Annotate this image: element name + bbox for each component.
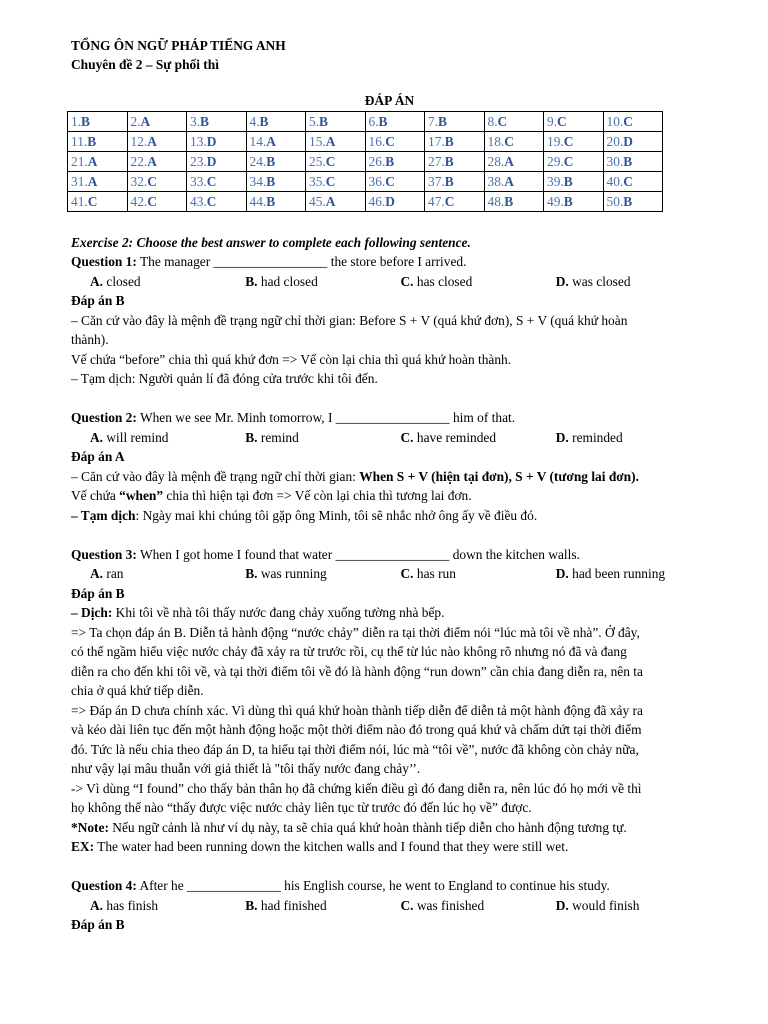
answer-number: 12. [130,134,148,149]
answer-row [68,152,663,172]
explanation-line: -> Vì dùng “I found” cho thấy bản thân họ đã chứng kiến điều gì đó đang diễn ra, nên lúc đó họ mới về thì [71,780,642,796]
answer-letter: C [325,174,336,189]
answer-letter: B [444,154,454,169]
answer-letter: B [266,154,276,169]
answer-number: 39. [547,174,564,189]
option-d[interactable]: D. would finish [555,897,640,913]
option-c[interactable]: C. has closed [400,273,473,289]
answer-letter: B [81,114,90,129]
question-3 [71,545,711,565]
answer-cell [68,172,128,192]
answer-label: Đáp án B [71,293,125,308]
answer-number: 7. [428,114,439,129]
answer-cell [187,112,247,132]
answer-cell [187,192,247,212]
answer-number: 23. [190,154,207,169]
answer-key-table [67,111,663,212]
explanation-line: => Đáp án D chưa chính xác. Vì dùng thì quá khứ hoàn thành tiếp diễn để diễn tả một hành động đã xảy ra [71,702,643,718]
answer-cell [603,112,663,132]
answer-letter: A [147,154,157,169]
answer-cell [246,132,306,152]
answer-number: 46. [368,194,386,209]
explanation-line: – Căn cứ vào đây là mệnh đề trạng ngữ chỉ thời gian: When S + V (hiện tại đơn), S + V (tương lai đơn). [71,468,639,484]
answer-cell [127,152,187,172]
answer-letter: C [623,174,633,189]
answer-cell [484,192,544,212]
answer-cell [127,132,187,152]
explanation-line: diễn ra cho đến khi tôi về, và tại thời điểm tôi về đó là hành động “run down” cần chia đang diễn ra, nên ta [71,663,643,679]
answer-number: 3. [190,114,201,129]
answer-letter: A [504,174,514,189]
answer-number: 19. [547,134,564,149]
answer-number: 32. [130,174,148,189]
answer-number: 22. [130,154,148,169]
answer-letter: C [563,154,574,169]
answer-number: 28. [487,154,505,169]
answer-cell [425,172,485,192]
question-label: Question 1: [71,254,137,269]
answer-row [68,132,663,152]
option-d[interactable]: D. had been running [555,566,666,581]
option-a[interactable]: A. ran [90,566,124,581]
answer-cell [127,172,187,192]
answer-letter: A [87,154,98,169]
answer-number: 37. [428,174,445,189]
answer-number: 1. [71,114,82,129]
answer-letter: B [259,114,269,129]
answer-number: 48. [487,194,505,209]
explanation-line: Vế chứa “when” chia thì hiện tại đơn => Vế còn lại chia thì tương lai đơn. [71,488,472,503]
explanation-line: – Căn cứ vào đây là mệnh đề trạng ngữ chỉ thời gian: Before S + V (quá khứ đơn), S + V (quá khứ hoàn [71,312,628,328]
answer-cell [544,112,604,132]
answer-cell [603,152,663,172]
answer-cell [306,132,366,152]
answer-cell [484,132,544,152]
answer-cell [246,112,306,132]
option-b[interactable]: B. had closed [245,273,318,289]
answer-row [68,112,663,132]
answer-letter: C [147,174,157,189]
answer-number: 33. [190,174,207,189]
answer-cell [68,152,128,172]
question-4-options [71,896,711,916]
answer-number: 42. [130,194,148,209]
answer-number: 9. [547,114,558,129]
answer-cell [187,172,247,192]
document-title: TỔNG ÔN NGỮ PHÁP TIẾNG ANH [71,38,286,53]
explanation-line: có thể ngầm hiểu việc nước chảy đã xảy ra từ trước rồi, cụ thể từ lúc nào không rõ nhưng nó đã và đang [71,644,627,659]
explanation-line: như vậy lại mâu thuẫn với giả thiết là "tôi thấy nước đang chảy’’. [71,761,421,776]
answer-letter: B [444,174,454,189]
answer-cell [544,172,604,192]
option-d[interactable]: D. was closed [555,273,631,289]
answer-letter: C [497,114,508,129]
answer-number: 14. [249,134,267,149]
answer-cell [603,192,663,212]
question-label: Question 3: [71,546,137,562]
option-d[interactable]: D. reminded [555,429,623,445]
answer-letter: B [385,154,395,169]
answer-label: Đáp án B [71,917,125,932]
question-2-options [71,428,711,448]
answer-letter: B [266,174,276,189]
answer-letter: C [87,194,98,209]
question-1-options [71,272,711,292]
answer-number: 20. [606,134,624,149]
explanation-line: Vế chứa “before” chia thì quá khứ đơn => Vế còn lại chia thì quá khứ hoàn thành. [71,351,512,367]
answer-number: 34. [249,174,267,189]
option-a[interactable]: A. closed [90,273,141,289]
answer-cell [425,192,485,212]
answer-number: 30. [606,154,624,169]
answer-letter: C [325,154,336,169]
answer-letter: C [504,134,514,149]
document-subtitle: Chuyên đề 2 – Sự phối thì [71,57,219,72]
answer-number: 44. [249,194,267,209]
answer-number: 18. [487,134,505,149]
answer-number: 40. [606,174,624,189]
answer-letter: A [325,134,336,149]
answer-letter: A [325,194,336,209]
answer-letter: D [385,194,395,209]
exercise-heading [71,233,711,252]
answer-number: 45. [309,194,326,209]
answer-letter: B [87,134,97,149]
answer-cell [544,152,604,172]
question-2 [71,408,711,428]
answer-number: 10. [606,114,624,129]
answer-letter: C [147,194,157,209]
answer-letter: C [557,114,567,129]
answer-cell [365,192,425,212]
explanation-line: thành). [71,332,109,347]
question-3-options [71,564,711,584]
answer-letter: A [147,134,157,149]
answer-cell [603,172,663,192]
explanation-line: – Tạm dịch: Ngày mai khi chúng tôi gặp ông Minh, tôi sẽ nhắc nhở ông ấy về điều đó. [71,507,538,523]
question-text: When I got home I found that water _________________ down the kitchen walls. [136,546,580,562]
option-b[interactable]: B. was running [245,566,327,581]
option-b[interactable]: B. had finished [245,897,327,913]
explanation-line: đó. Tức là nếu chia theo đáp án D, ta hiểu tại thời điểm nói, lúc mà “tôi về”, nước đã không còn chảy nữa, [71,741,639,757]
answer-number: 5. [309,114,320,129]
explanation-line: họ không thể nào “thấy được việc nước chảy liên tục từ trước đó đến lúc họ về” được. [71,800,532,815]
answer-label: Đáp án A [71,449,125,464]
question-label: Question 2: [71,410,137,425]
answer-cell [68,192,128,212]
answer-number: 47. [428,194,445,209]
answer-number: 26. [368,154,386,169]
answer-letter: C [206,194,217,209]
answer-number: 49. [547,194,564,209]
explanation-line: chia ở quá khứ tiếp diễn. [71,683,204,698]
answer-letter: D [206,154,217,169]
answer-letter: C [385,134,395,149]
answer-cell [544,132,604,152]
answer-cell [246,172,306,192]
answer-cell [127,192,187,212]
answer-number: 29. [547,154,564,169]
answer-letter: D [206,134,217,149]
answer-letter: B [563,194,573,209]
exercise-instruction: : Choose the best answer to complete each following sentence. [128,235,471,250]
answer-number: 35. [309,174,326,189]
option-c[interactable]: C. was finished [400,897,485,913]
answer-cell [306,152,366,172]
answer-number: 15. [309,134,326,149]
answer-cell [425,112,485,132]
question-4 [71,876,711,896]
explanation-line: => Ta chọn đáp án B. Diễn tả hành động “nước chảy” diễn ra tại thời điểm nói “lúc mà tôi về nhà”. Ở đây, [71,624,640,640]
answer-letter: D [623,134,633,149]
note-line: *Note: Nếu ngữ cảnh là như ví dụ này, ta sẽ chia quá khứ hoàn thành tiếp diễn cho hành động tương tự. [71,819,627,835]
answer-letter: A [87,174,98,189]
question-text: When we see Mr. Minh tomorrow, I _________________ him of that. [136,410,516,425]
answer-number: 24. [249,154,267,169]
answer-cell [306,192,366,212]
answer-cell [246,192,306,212]
answer-number: 21. [71,154,88,169]
answer-letter: C [385,174,395,189]
answer-number: 50. [606,194,624,209]
answer-number: 36. [368,174,386,189]
answer-cell [484,152,544,172]
answer-cell [187,132,247,152]
answer-cell [484,112,544,132]
answer-cell [484,172,544,192]
option-a[interactable]: A. has finish [90,897,159,913]
answer-number: 4. [249,114,260,129]
explanation-line: – Tạm dịch: Người quản lí đã đóng cửa trước khi tôi đến. [71,371,378,386]
answer-cell [187,152,247,172]
option-a[interactable]: A. will remind [90,429,169,445]
answer-number: 13. [190,134,207,149]
answer-letter: B [623,154,633,169]
answer-row [68,192,663,212]
answer-letter: B [200,114,209,129]
answer-cell [365,112,425,132]
answer-cell [306,112,366,132]
answer-letter: C [563,134,574,149]
answer-cell [127,112,187,132]
answer-letter: A [266,134,276,149]
answer-letter: A [140,114,151,129]
answer-cell [544,192,604,212]
answer-cell [425,152,485,172]
answer-number: 17. [428,134,445,149]
answer-number: 38. [487,174,505,189]
answer-letter: B [438,114,447,129]
exercise-label: Exercise 2 [71,235,129,250]
question-1 [71,252,711,272]
answer-letter: B [444,134,454,149]
answer-letter: C [623,114,633,129]
answer-letter: B [378,114,388,129]
option-c[interactable]: C. have reminded [400,429,497,445]
answer-cell [603,132,663,152]
answer-cell [68,132,128,152]
answer-row [68,172,663,192]
answer-number: 27. [428,154,445,169]
answer-cell [365,152,425,172]
answer-number: 2. [130,114,141,129]
answer-cell [365,132,425,152]
answer-cell [246,152,306,172]
answer-letter: B [266,194,276,209]
answer-cell [306,172,366,192]
answer-letter: C [206,174,217,189]
answer-number: 43. [190,194,207,209]
answer-number: 11. [71,134,88,149]
answer-letter: C [444,194,455,209]
explanation-line: và kéo dài liên tục đến một hành động hoặc một thời điểm nào đó trong quá khứ và chấm dứt tại thời điểm [71,722,642,737]
answer-label: Đáp án B [71,585,125,601]
question-text: After he ______________ his English course, he went to England to continue his study. [136,878,610,893]
answer-letter: A [504,154,514,169]
answer-key-heading: ĐÁP ÁN [364,93,415,108]
question-text: The manager _________________ the store before I arrived. [136,254,467,269]
answer-number: 25. [309,154,326,169]
answer-letter: B [504,194,514,209]
answer-letter: B [319,114,328,129]
answer-number: 31. [71,174,88,189]
example-line: EX: The water had been running down the kitchen walls and I found that they were still wet. [71,839,569,854]
answer-letter: B [623,194,633,209]
answer-number: 16. [368,134,386,149]
answer-cell [68,112,128,132]
document-page [71,36,711,935]
explanation-line: – Dịch: Khi tôi về nhà tôi thấy nước đang chảy xuống tường nhà bếp. [71,605,445,620]
answer-cell [425,132,485,152]
option-b[interactable]: B. remind [245,429,299,445]
answer-number: 41. [71,194,88,209]
question-label: Question 4: [71,878,137,893]
option-c[interactable]: C. has run [400,566,456,581]
answer-number: 6. [368,114,379,129]
answer-letter: B [563,174,573,189]
answer-cell [365,172,425,192]
answer-number: 8. [487,114,498,129]
